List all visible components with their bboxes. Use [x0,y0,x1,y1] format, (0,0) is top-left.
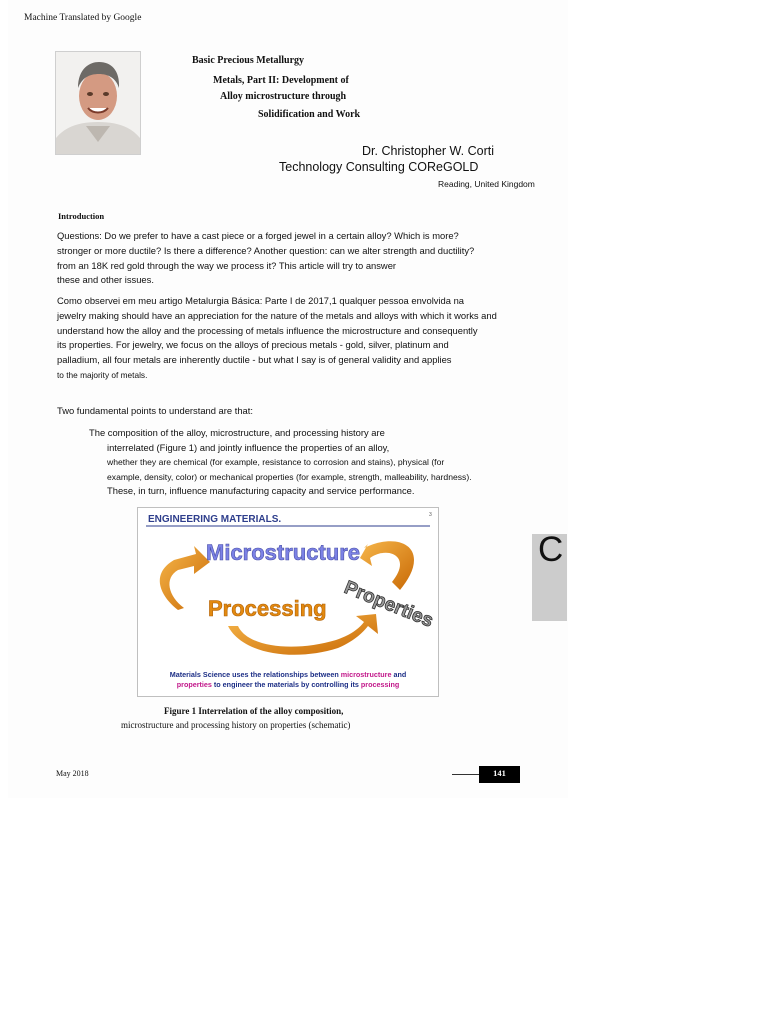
cycle-arrow-left [160,546,210,610]
paragraph-line: understand how the alloy and the processing of metals influence the microstructure and consequently [57,324,478,336]
paragraph-line: from an 18K red gold through the way we process it? This article will try to answer [57,259,397,271]
article-title-line-3: Alloy microstructure through [220,91,347,102]
cycle-arrow-right [360,541,414,590]
bullet-continuation [107,441,472,499]
paragraph-line: its properties. For jewelry, we focus on the alloys of precious metals - gold, silver, platinum and [57,339,449,351]
author-photo [55,51,141,155]
article-title-line-4: Solidification and Work [258,109,361,120]
figure-footnote-line-2: properties to engineer the materials by controlling its processing [176,680,400,689]
paragraph-line: Como observei em meu artigo Metalurgia Básica: Parte I de 2017,1 qualquer pessoa envolvida na [57,295,465,306]
label-processing: Processing [208,596,327,621]
paragraph-line: these and other issues. [57,274,154,286]
author-organization: Technology Consulting COReGOLD [279,160,479,174]
article-title-line-1: Basic Precious Metallurgy [192,55,305,66]
article-title-line-2: Metals, Part II: Development of [213,75,349,86]
figure-footnote-line-1: Materials Science uses the relationships between microstructure and [169,670,407,679]
bullet-line: whether they are chemical (for example, resistance to corrosion and stains), physical (for [107,457,445,468]
footer-rule [452,774,479,775]
paragraph-line: Two fundamental points to understand are that: [57,405,253,416]
bullet-line: These, in turn, influence manufacturing capacity and service performance. [107,485,415,497]
paragraph-line: jewelry making should have an appreciation for the nature of the metals and alloys with which it works and [57,309,497,321]
side-tab-letter: C [538,530,564,569]
figure-caption-line-1: Figure 1 Interrelation of the alloy composition, [164,706,344,716]
bullet-line: The composition of the alloy, microstructure, and processing history are [89,427,385,438]
figure-caption-line-2: microstructure and processing history on properties (schematic) [121,720,351,730]
label-properties: Properties [341,577,437,632]
figure-header: ENGINEERING MATERIALS. [148,514,282,525]
author-location: Reading, United Kingdom [438,179,535,189]
machine-translated-banner: Machine Translated by Google [24,13,142,23]
bullet-line: interrelated (Figure 1) and jointly influence the properties of an alloy, [107,442,390,453]
author-name: Dr. Christopher W. Corti [362,144,494,158]
bullet-line: example, density, color) or mechanical properties (for example, strength, malleability, hardness). [107,471,472,482]
figure-engineering-materials [137,507,439,697]
paragraph-line: palladium, all four metals are inherently ductile - but what I say is of general validity and applies [57,354,452,366]
footer-date: May 2018 [56,769,89,778]
paragraph-questions [57,229,474,288]
paragraph-fundamental-points [57,404,253,419]
label-microstructure: Microstructure [206,540,361,565]
section-heading-introduction: Introduction [58,211,105,221]
paragraph-line: Questions: Do we prefer to have a cast piece or a forged jewel in a certain alloy? Which is more? [57,230,459,241]
paragraph-line: to the majority of metals. [57,369,148,380]
page-number: 141 [479,766,520,783]
bullet-first-line [89,426,385,440]
figure-slide-number: 3 [429,512,432,518]
paragraph-jewelry [57,294,497,383]
paragraph-line: stronger or more ductile? Is there a difference? Another question: can we alter strength and ductility? [57,244,475,256]
